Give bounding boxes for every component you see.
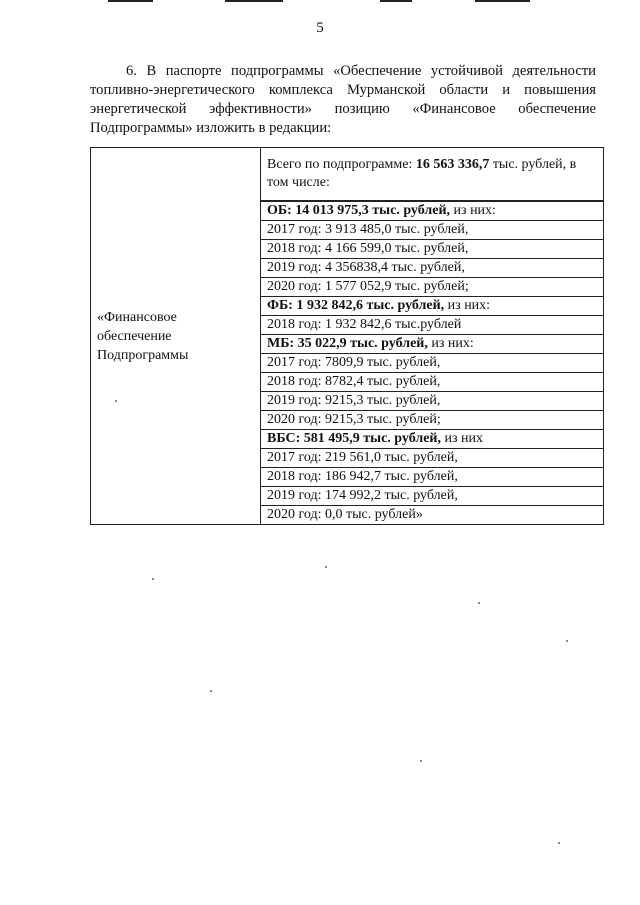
year-row: 2018 год: 186 942,7 тыс. рублей,	[261, 468, 603, 487]
financing-details	[261, 148, 604, 525]
scan-speck	[478, 602, 480, 604]
group-header-ob: ОБ: 14 013 975,3 тыс. рублей, из них:	[261, 202, 603, 221]
total-amount: 16 563 336,7	[415, 157, 490, 172]
year-row: 2018 год: 8782,4 тыс. рублей,	[261, 373, 603, 392]
scan-speck	[210, 690, 212, 692]
year-row: 2020 год: 1 577 052,9 тыс. рублей;	[261, 278, 603, 297]
year-row: 2018 год: 1 932 842,6 тыс.рублей	[261, 316, 603, 335]
year-row: 2019 год: 9215,3 тыс. рублей,	[261, 392, 603, 411]
scan-speck	[115, 400, 117, 402]
year-row: 2018 год: 4 166 599,0 тыс. рублей,	[261, 240, 603, 259]
total-summary	[261, 148, 603, 202]
group-header-fb: ФБ: 1 932 842,6 тыс. рублей, из них:	[261, 297, 603, 316]
year-row: 2017 год: 3 913 485,0 тыс. рублей,	[261, 221, 603, 240]
year-row: 2020 год: 9215,3 тыс. рублей;	[261, 411, 603, 430]
year-row: 2019 год: 4 356838,4 тыс. рублей,	[261, 259, 603, 278]
scan-speck	[558, 842, 560, 844]
year-row: 2017 год: 219 561,0 тыс. рублей,	[261, 449, 603, 468]
year-row: 2019 год: 174 992,2 тыс. рублей,	[261, 487, 603, 506]
scan-speck	[420, 760, 422, 762]
financing-table	[90, 147, 604, 525]
year-row: 2017 год: 7809,9 тыс. рублей,	[261, 354, 603, 373]
group-header-mb: МБ: 35 022,9 тыс. рублей, из них:	[261, 335, 603, 354]
scan-speck	[152, 578, 154, 580]
top-scan-marks	[0, 0, 640, 6]
scan-speck	[566, 640, 568, 642]
page-number: 5	[316, 20, 324, 36]
position-label: «Финансовое обеспечение Подпрограммы	[91, 148, 261, 525]
scan-speck	[325, 566, 327, 568]
total-suffix: тыс. рублей, в том числе:	[267, 157, 577, 190]
amendment-paragraph: 6. В паспорте подпрограммы «Обеспечение устойчивой деятельности топливно-энергетического комплекса Мурманской области и повышения энергетической эффективности» позицию «Финансовое обеспечение Подпрограммы» изложить в редакции:	[90, 63, 596, 136]
year-row: 2020 год: 0,0 тыс. рублей»	[267, 507, 423, 522]
group-header-vbs: ВБС: 581 495,9 тыс. рублей, из них	[261, 430, 603, 449]
total-prefix: Всего по подпрограмме:	[267, 157, 416, 172]
